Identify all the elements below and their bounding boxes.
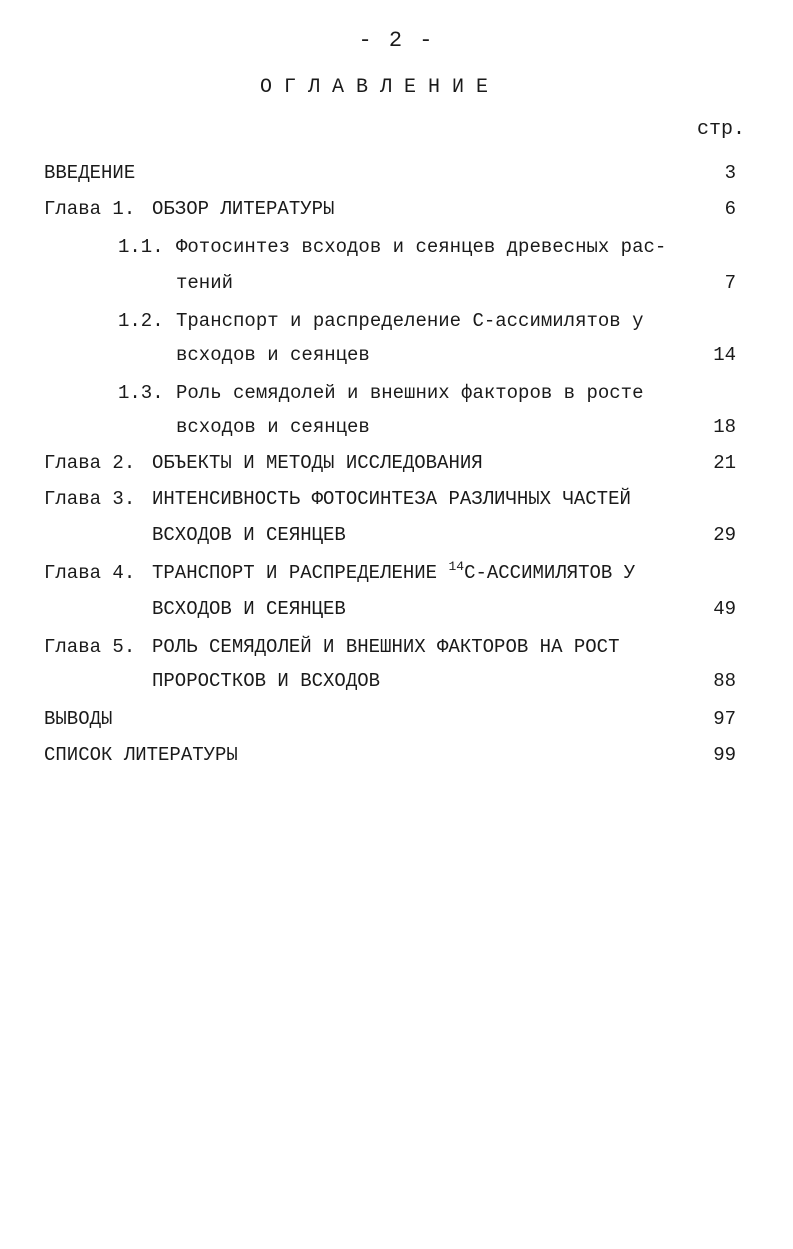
toc-heading: ОГЛАВЛЕНИЕ — [259, 76, 501, 99]
dot-leader — [510, 450, 692, 476]
toc-entry-chapter-4[interactable] — [44, 560, 736, 586]
toc-entry-section-1-2[interactable] — [118, 308, 698, 334]
toc-entry-title-line2: ВСХОДОВ И СЕЯНЦЕВ — [152, 524, 346, 546]
dot-leader — [402, 668, 688, 694]
toc-entry-chapter-1[interactable] — [44, 196, 736, 222]
toc-entry-title-line1: РОЛЬ СЕМЯДОЛЕЙ И ВНЕШНИХ ФАКТОРОВ НА РОСТ — [152, 636, 620, 658]
toc-entry-page: 99 — [713, 744, 736, 766]
toc-entry-prefix: 1.1. — [118, 236, 164, 258]
toc-entry-introduction[interactable] — [44, 160, 736, 186]
pages-column-label: стр. — [696, 118, 745, 141]
dot-leader — [124, 706, 692, 732]
dot-leader — [390, 414, 688, 440]
dot-leader — [248, 270, 688, 296]
toc-entry-chapter-3[interactable] — [44, 486, 736, 512]
toc-entry-section-1-3[interactable] — [118, 380, 698, 406]
dot-leader — [374, 596, 688, 622]
dot-leader — [362, 196, 692, 222]
toc-entry-chapter-3-cont — [152, 522, 736, 548]
toc-entry-prefix: Глава 3. — [44, 488, 136, 510]
dot-leader — [154, 160, 694, 186]
toc-entry-section-1-1-cont — [176, 270, 736, 296]
toc-entry-title: СПИСОК ЛИТЕРАТУРЫ — [44, 744, 238, 766]
toc-entry-prefix: Глава 5. — [44, 636, 136, 658]
toc-entry-page: 88 — [713, 670, 736, 692]
toc-entry-conclusions[interactable] — [44, 706, 736, 732]
toc-entry-title-line2: ПРОРОСТКОВ И ВСХОДОВ — [152, 670, 381, 692]
dot-leader — [374, 522, 688, 548]
toc-entry-section-1-1[interactable] — [118, 234, 698, 260]
toc-entry-title-line2: всходов и сеянцев — [176, 416, 370, 438]
toc-entry-page: 18 — [713, 416, 736, 438]
toc-entry-chapter-5-cont — [152, 668, 736, 694]
toc-entry-page: 3 — [724, 162, 736, 184]
toc-entry-title-line1: Фотосинтез всходов и сеянцев древесных рас- — [176, 236, 667, 258]
toc-entry-page: 6 — [724, 198, 736, 220]
toc-entry-page: 7 — [724, 272, 736, 294]
isotope-superscript: 14 — [448, 559, 465, 574]
toc-entry-prefix: Глава 4. — [44, 562, 136, 584]
toc-entry-prefix: Глава 1. — [44, 198, 136, 220]
toc-entry-title-line2: ВСХОДОВ И СЕЯНЦЕВ — [152, 598, 346, 620]
toc-entry-page: 49 — [713, 598, 736, 620]
toc-entry-title: ОБЪЕКТЫ И МЕТОДЫ ИССЛЕДОВАНИЯ — [152, 452, 483, 474]
toc-entry-title: ВВЕДЕНИЕ — [44, 162, 136, 184]
toc-entry-section-1-3-cont — [176, 414, 736, 440]
toc-entry-prefix: 1.2. — [118, 310, 164, 332]
toc-entry-chapter-4-cont — [152, 596, 736, 622]
toc-entry-prefix: Глава 2. — [44, 452, 136, 474]
toc-entry-page: 97 — [713, 708, 736, 730]
toc-entry-title-line1: ИНТЕНСИВНОСТЬ ФОТОСИНТЕЗА РАЗЛИЧНЫХ ЧАСТЕЙ — [152, 488, 631, 510]
toc-entry-chapter-5[interactable] — [44, 634, 736, 660]
toc-entry-title-line1: ТРАНСПОРТ И РАСПРЕДЕЛЕНИЕ $^{14}$С-АССИМИЛЯТОВ У — [152, 559, 636, 584]
toc-entry-page: 21 — [713, 452, 736, 474]
dot-leader — [266, 742, 692, 768]
toc-entry-title-line1: Транспорт и распределение С-ассимилятов у — [176, 310, 644, 332]
toc-entry-page: 29 — [713, 524, 736, 546]
toc-entry-references[interactable] — [44, 742, 736, 768]
toc-entry-prefix: 1.3. — [118, 382, 164, 404]
toc-entry-section-1-2-cont — [176, 342, 736, 368]
dot-leader — [372, 342, 688, 368]
toc-entry-title-line2: всходов и сеянцев — [176, 344, 370, 366]
toc-entry-title-line1: Роль семядолей и внешних факторов в росте — [176, 382, 644, 404]
page-number: - 2 - — [358, 28, 435, 53]
toc-entry-chapter-2[interactable] — [44, 450, 736, 476]
toc-entry-page: 14 — [713, 344, 736, 366]
toc-entry-title-line2: тений — [176, 272, 234, 294]
toc-entry-title: ВЫВОДЫ — [44, 708, 113, 730]
toc-entry-title: ОБЗОР ЛИТЕРАТУРЫ — [152, 198, 335, 220]
